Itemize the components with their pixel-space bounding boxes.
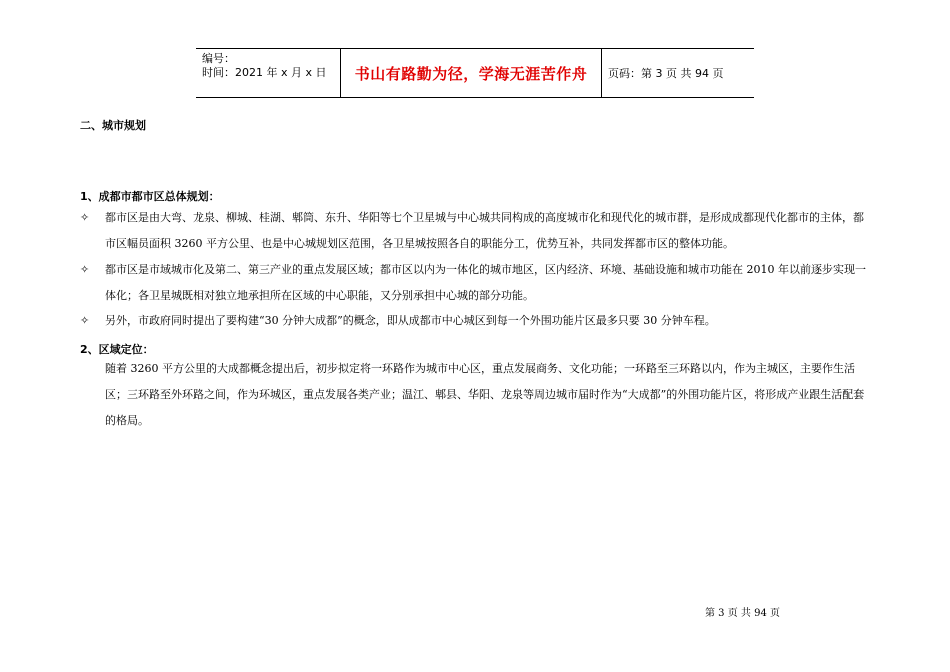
document-header [196,48,754,98]
bullet-item [80,308,870,334]
header-page-label: 页码：第 3 页 共 94 页 [608,67,724,80]
page-footer: 第 3 页 共 94 页 [705,608,780,619]
bullet-text: 都市区是由大弯、龙泉、柳城、桂湖、郫筒、东升、华阳等七个卫星城与中心城共同构成的高度城市化和现代化的城市群，是形成成都现代化都市的主体，都市区幅员面积 3260 平方公里、也是中心城规划区范围，各卫星城按照各自的职能分工，优势互补，共同发挥都市区的整体功能。 [105,211,864,250]
bullet-item [80,205,870,257]
bullet-item [80,257,870,309]
header-meta [196,49,340,97]
diamond-bullet-icon: ✧ [80,263,90,276]
header-motto: 书山有路勤为径，学海无涯苦作舟 [340,49,602,97]
document-number-label: 编号： [202,52,235,65]
diamond-bullet-icon: ✧ [80,211,90,224]
bullet-text: 都市区是市域城市化及第二、第三产业的重点发展区域；都市区以内为一体化的城市地区，区内经济、环境、基础设施和城市功能在 2010 年以前逐步实现一体化；各卫星城既相对独立地承担所在区域的中心职能，又分别承担中心城的部分功能。 [105,263,866,302]
subsection-title-1: 1、成都市都市区总体规划： [80,190,220,203]
diamond-bullet-icon: ✧ [80,314,90,327]
body-paragraph: 随着 3260 平方公里的大成都概念提出后，初步拟定将一环路作为城市中心区，重点发展商务、文化功能；一环路至三环路以内，作为主城区，主要作生活区；三环路至外环路之间，作为环城区，重点发展各类产业；温江、郫县、华阳、龙泉等周边城市届时作为“大成都”的外围功能片区，将形成产业跟生活配套的格局。 [105,362,865,427]
section-title: 二、城市规划 [80,119,146,132]
bullet-text: 另外，市政府同时提出了要构建“30 分钟大成都”的概念，即从成都市中心城区到每一个外围功能片区最多只要 30 分钟车程。 [105,314,716,327]
document-time-label: 时间：2021 年 x 月 x 日 [202,66,327,79]
subsection-title-2: 2、区域定位： [80,343,154,356]
